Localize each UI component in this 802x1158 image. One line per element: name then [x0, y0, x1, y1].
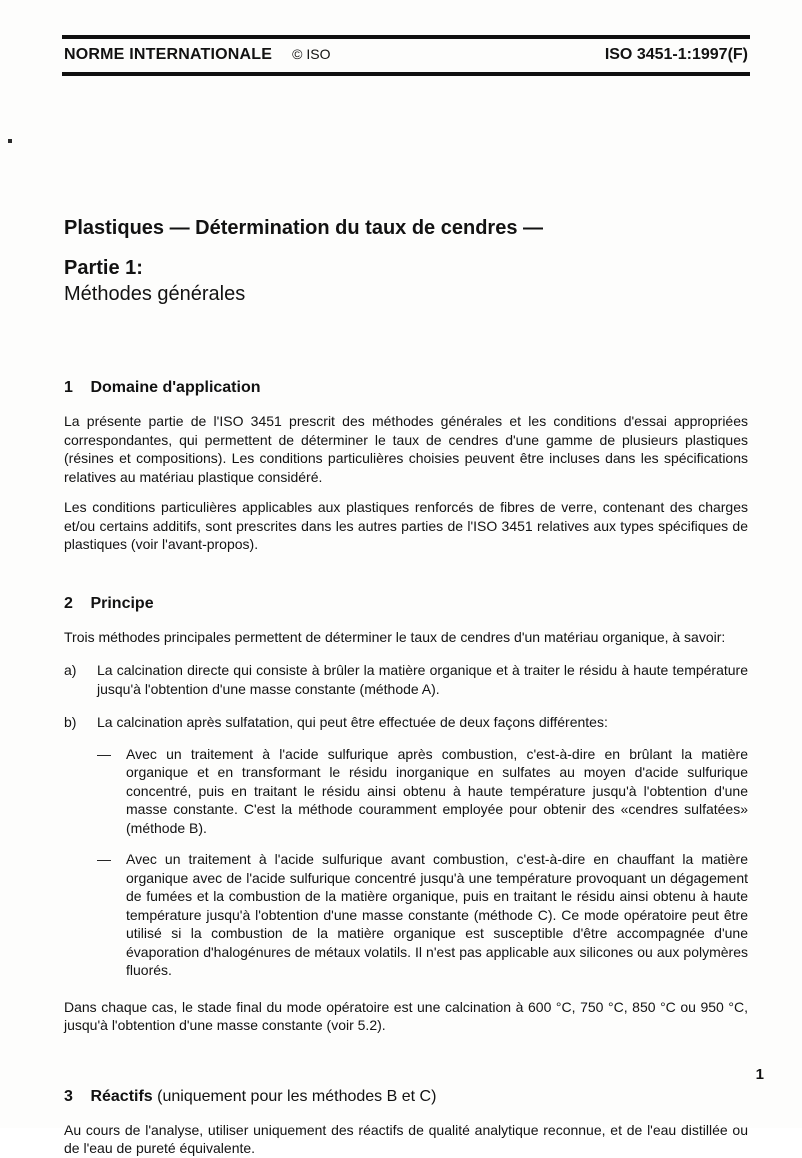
section-1-title: Domaine d'application [90, 379, 261, 396]
header-title: NORME INTERNATIONALE [64, 46, 273, 63]
section-2-closing-paragraph: Dans chaque cas, le stade final du mode opératoire est une calcination à 600 °C, 750 °C, 850 °C ou 950 °C, jusqu'à l'obtention d'une masse constante (voir 5.2). [64, 998, 748, 1033]
dash-item-1-text: Avec un traitement à l'acide sulfurique après combustion, c'est-à-dire en brûlant la matière organique et en transformant le résidu inorganique en sulfates au moyen d'acide sulfurique concentré, puis en traitant le résidu ainsi obtenu à haute température jusqu'à l'obtention d'une masse constante. C'est la méthode couramment employée pour obtenir des «cendres sulfatées» (méthode B). [126, 745, 748, 836]
copyright-mark: © ISO [292, 46, 331, 62]
section-3-title: Réactifs [90, 1087, 153, 1105]
dash-item-2-text: Avec un traitement à l'acide sulfurique avant combustion, c'est-à-dire en chauffant la matière organique avec de l'acide sulfurique concentré jusqu'à une température provoquant un dégagement de fumées et la combustion de la matière organique, puis en traitant le résidu ainsi obtenu à haute température jusqu'à l'obtention d'une masse constante (méthode C). Ce mode opératoire peut être utilisé si la combustion de la matière organique est susceptible d'être accompagnée d'une évaporation d'halogénures de métaux volatils. Il n'est pas applicable aux silicones ou aux polymères fluorés. [126, 851, 748, 978]
title-main: Plastiques — Détermination du taux de cendres — [64, 217, 544, 239]
section-3-heading [64, 1087, 748, 1107]
document-reference: ISO 3451-1:1997(F) [604, 46, 748, 63]
document-title-block [64, 216, 748, 306]
scan-artifact-dot [8, 139, 12, 143]
list-item-a-text: La calcination directe qui consiste à brûler la matière organique et à traiter le résidu à haute température jusqu'à l'obtention d'une masse constante (méthode A). [97, 662, 748, 697]
page-number: 1 [755, 1066, 764, 1083]
section-1-number: 1 [64, 379, 73, 396]
list-item-a [64, 661, 748, 698]
list-item-b-text: La calcination après sulfatation, qui peut être effectuée de deux façons différentes: [97, 714, 608, 730]
section-1-paragraph-1: La présente partie de l'ISO 3451 prescrit des méthodes générales et les conditions d'essai appropriées correspondantes, qui permettent de déterminer le taux de cendres d'une gamme de plusieurs plastiques (résines et compositions). Les conditions particulières choisies peuvent être incluses dans les spécifications relatives au matériau plastique considéré. [64, 413, 748, 485]
section-2-number: 2 [64, 594, 73, 612]
title-part: Partie 1: [64, 257, 143, 279]
section-1-paragraph-2: Les conditions particulières applicables aux plastiques renforcés de fibres de verre, contenant des charges et/ou certains additifs, sont prescrites dans les autres parties de l'ISO 3451 relatives aux types spécifiques de plastiques (voir l'avant-propos). [64, 499, 748, 552]
section-3-number: 3 [64, 1087, 73, 1105]
document-body [64, 0, 748, 1158]
section-2-title: Principe [90, 594, 154, 612]
section-2-intro: Trois méthodes principales permettent de déterminer le taux de cendres d'un matériau organique, à savoir: [64, 628, 726, 645]
dash-item-1-marker: — [97, 745, 111, 762]
section-2-heading [64, 594, 748, 614]
list-item-a-marker: a) [64, 662, 77, 678]
section-1-heading [64, 378, 748, 398]
dash-item-1 [97, 745, 748, 838]
section-3-paragraph-1: Au cours de l'analyse, utiliser uniquement des réactifs de qualité analytique reconnue, et de l'eau distillée ou de l'eau de pureté équivalente. [64, 1121, 748, 1156]
dash-item-2 [97, 850, 748, 980]
list-item-b [64, 713, 748, 732]
dash-item-2-marker: — [97, 851, 111, 867]
list-item-b-marker: b) [64, 714, 77, 730]
section-3-title-suffix: (uniquement pour les méthodes B et C) [157, 1087, 437, 1105]
title-subtitle: Méthodes générales [64, 283, 246, 305]
